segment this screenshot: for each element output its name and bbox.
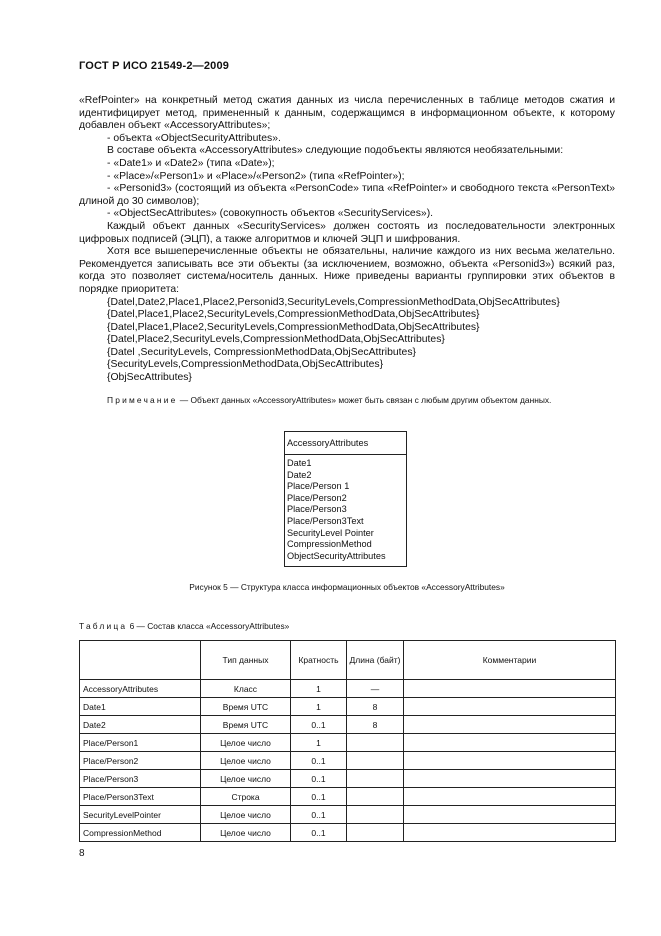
cell-multiplicity: 1 [291,698,347,716]
table-row [80,734,616,752]
cell-multiplicity: 0..1 [291,824,347,842]
cell-type: Класс [201,680,291,698]
cell-name: Place/Person3 [80,770,201,788]
grouping-line: {Datel ,SecurityLevels, CompressionMethodData,ObjSecAttributes} [107,346,416,358]
cell-type: Время UTC [201,716,291,734]
grouping-line: {Datel,Place2,SecurityLevels,CompressionMethodData,ObjSecAttributes} [107,334,445,346]
class-attribute: ObjectSecurityAttributes [287,550,386,561]
header-cell [80,641,201,680]
list-item: - «ObjectSecAttributes» (совокупность объектов «SecurityServices»). [107,208,434,220]
cell-multiplicity: 0..1 [291,716,347,734]
class-diagram [284,431,407,567]
cell-comment [404,788,616,806]
table-row [80,752,616,770]
header-cell: Комментарии [404,641,616,680]
cell-comment [404,752,616,770]
cell-name: AccessoryAttributes [80,680,201,698]
class-attributes [285,455,406,566]
table-row [80,680,616,698]
table-header-row [80,641,616,680]
cell-name: CompressionMethod [80,824,201,842]
paragraph: Хотя все вышеперечисленные объекты не обязательны, наличие каждого из них весьма желательно. Рекомендуется записывать все эти объекты (за исключением, возможно, объекта «Personid3») всякий раз, когда это позволяет система/носитель данных. Ниже приведены варианты группировки этих объектов в порядке приоритета: [79,246,615,295]
cell-multiplicity: 0..1 [291,788,347,806]
cell-length [347,770,404,788]
header-cell: Кратность [291,641,347,680]
note [79,394,615,406]
note-label: Примечание [107,395,178,405]
class-attribute: Place/Person3Text [287,515,364,526]
cell-type: Целое число [201,824,291,842]
cell-length [347,806,404,824]
cell-type: Целое число [201,806,291,824]
document-header: ГОСТ Р ИСО 21549-2—2009 [79,60,230,72]
class-attribute: Place/Person2 [287,492,347,503]
cell-multiplicity: 1 [291,680,347,698]
cell-comment [404,734,616,752]
table-row [80,698,616,716]
list-item: - «Personid3» (состоящий из объекта «PersonCode» типа «RefPointer» и свободного текста «PersonText» длиной до 30 символов); [79,183,615,207]
paragraph: «RefPointer» на конкретный метод сжатия данных из числа перечисленных в таблице методов сжатия и идентифицирует метод, примененный к данным, содержащимся в информационном объекте, к которому добавлен объект «AccessoryAttributes»; [79,95,615,132]
cell-comment [404,680,616,698]
cell-comment [404,806,616,824]
list-item: - «Date1» и «Date2» (типа «Date»); [107,157,275,169]
table-row [80,716,616,734]
table-caption-label: Таблица [79,621,128,631]
class-attribute: Date2 [287,469,312,480]
grouping-line: {ObjSecAttributes} [107,372,192,384]
cell-multiplicity: 0..1 [291,770,347,788]
list-item: - объекта «ObjectSecurityAttributes». [107,132,281,144]
cell-length [347,824,404,842]
table-row [80,770,616,788]
list-item: - «Place»/«Person1» и «Place»/«Person2» (типа «RefPointer»); [107,170,405,182]
attributes-table [79,640,616,842]
header-cell: Тип данных [201,641,291,680]
table-row [80,788,616,806]
table-caption [79,621,289,631]
cell-name: Place/Person1 [80,734,201,752]
cell-length [347,734,404,752]
cell-type: Целое число [201,752,291,770]
cell-name: Place/Person2 [80,752,201,770]
cell-multiplicity: 1 [291,734,347,752]
grouping-line: {Datel,Place1,Place2,SecurityLevels,CompressionMethodData,ObjSecAttributes} [107,309,480,321]
cell-multiplicity: 0..1 [291,806,347,824]
cell-type: Строка [201,788,291,806]
class-attribute: Date1 [287,458,312,468]
cell-length: 8 [347,698,404,716]
cell-name: Date2 [80,716,201,734]
cell-type: Целое число [201,770,291,788]
body-text [79,95,615,385]
class-attribute: Place/Person 1 [287,481,350,492]
paragraph: В составе объекта «AccessoryAttributes» следующие подобъекты являются необязательными: [107,145,564,157]
page-number: 8 [79,848,85,859]
cell-type: Целое число [201,734,291,752]
paragraph: Каждый объект данных «SecurityServices» должен состоять из последовательности электронных цифровых подписей (ЭЦП), а также алгоритмов и ключей ЭЦП и шифрования. [79,220,615,245]
table-caption-text: 6 — Состав класса «AccessoryAttributes» [127,621,290,631]
cell-type: Время UTC [201,698,291,716]
cell-comment [404,716,616,734]
cell-comment [404,824,616,842]
figure-caption: Рисунок 5 — Структура класса информационных объектов «AccessoryAttributes» [189,582,505,592]
cell-comment [404,698,616,716]
cell-length [347,788,404,806]
note-text: — Объект данных «AccessoryAttributes» может быть связан с любым другим объектом данных. [177,395,552,405]
header-cell: Длина (байт) [347,641,404,680]
cell-length: 8 [347,716,404,734]
class-attribute: SecurityLevel Pointer [287,527,374,538]
cell-name: Date1 [80,698,201,716]
grouping-line: {SecurityLevels,CompressionMethodData,ObjSecAttributes} [107,359,384,371]
class-attribute: Place/Person3 [287,504,347,515]
cell-comment [404,770,616,788]
cell-length: — [347,680,404,698]
table-row [80,824,616,842]
cell-name: SecurityLevelPointer [80,806,201,824]
table-row [80,806,616,824]
cell-length [347,752,404,770]
cell-multiplicity: 0..1 [291,752,347,770]
grouping-line: {Datel,Place1,Place2,SecurityLevels,CompressionMethodData,ObjSecAttributes} [107,321,480,333]
class-attribute: CompressionMethod [287,539,372,550]
cell-name: Place/Person3Text [80,788,201,806]
class-name: AccessoryAttributes [285,432,406,455]
grouping-line: {Datel,Date2,Place1,Place2,Personid3,SecurityLevels,CompressionMethodData,ObjSecAttributes} [107,296,560,308]
